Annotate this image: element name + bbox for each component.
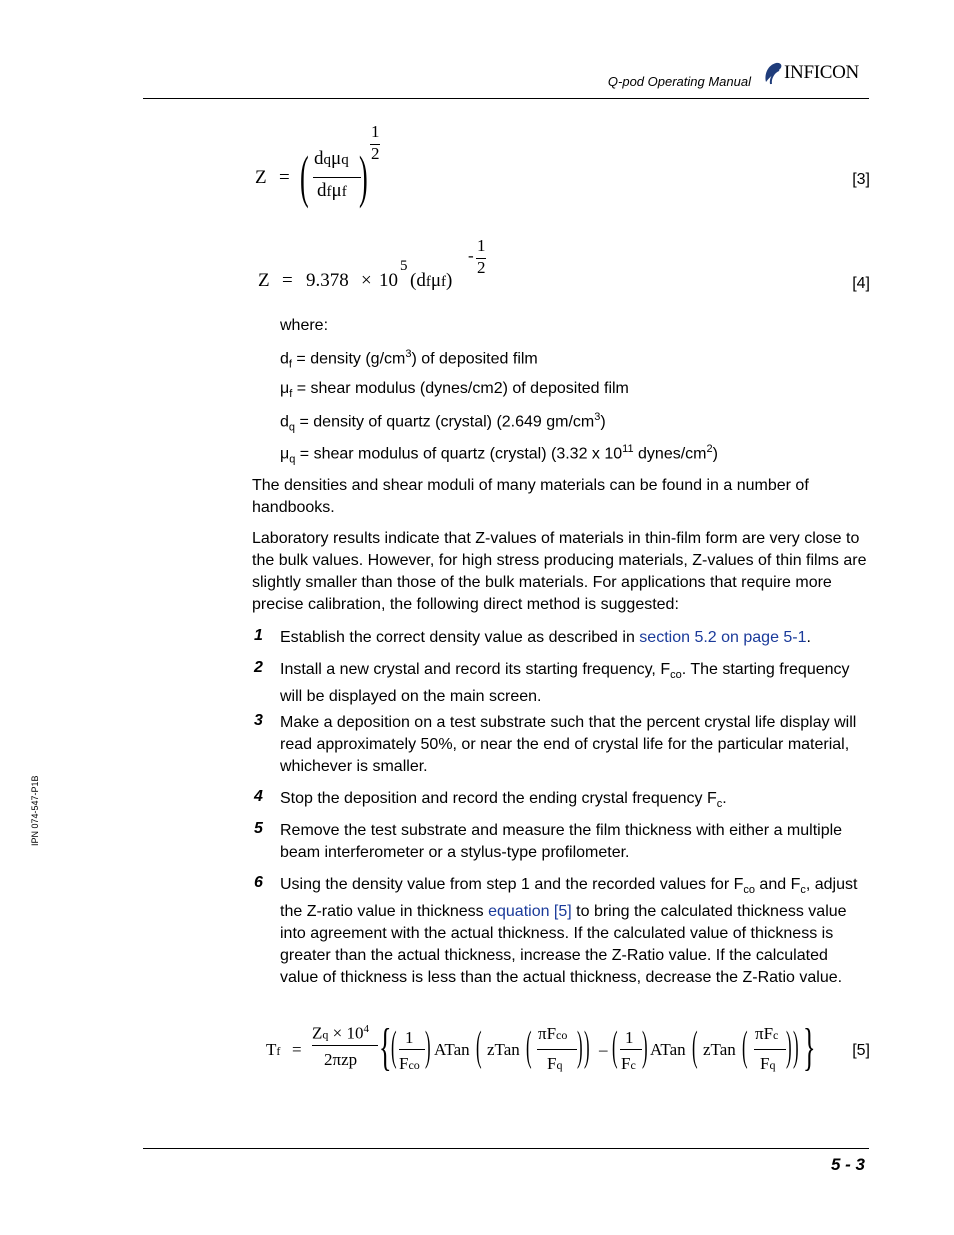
logo-text: INFICON [784,62,859,83]
step-text-2: Install a new crystal and record its starting frequency, $F_{co}$. The starting frequency will be displayed on the main screen. [280,661,850,706]
side-document-id: IPN 074-547-P1B [30,775,40,846]
step-text-4: Stop the deposition and record the ending crystal frequency $F_c$. [280,790,727,811]
eq4-constant: 9.378 [306,270,349,291]
equation-5: Tf = $Zq \times 10^4$ 2πzp { ( 1 Fco ) ATan ( zTan ( πFco Fq ) ) – ( 1 Fc ) ATan ( zTan ( πFc Fq ) ) } [266,1019,816,1076]
inficon-logo [762,60,874,86]
equation-5-number: [5] [852,1042,870,1059]
equation-link[interactable]: equation [5] [488,903,572,921]
step-text-6: Using the density value from step 1 and the recorded values for $F_{co}$ and $F_c$, adjust the Z-ratio value in thickness equation [5] to bring the calculated thickness value into agreement with the actual thickness. If the calculated value of thickness is greater than the actual thickness, increase the Z-Ratio value. If the calculated value of thickness is less than the actual thickness, decrease the Z-Ratio value. [280,876,858,987]
where-label: where: [280,317,329,334]
step-number-4: 4 [254,788,263,805]
header-rule [143,98,869,99]
definition-df: $d_f$ = density $(g/cm^3)$ of deposited film [280,348,538,371]
equation-4-number: [4] [852,275,870,292]
step-number-5: 5 [254,820,263,837]
equation-3-number: [3] [852,171,870,188]
step-number-6: 6 [254,874,263,891]
definition-uf: $\mu_f$ = shear modulus (dynes/cm2) of deposited film [280,380,629,401]
step-text-5: Remove the test substrate and measure the film thickness with either a multiple beam interferometer or a stylus-type profilometer. [280,822,843,861]
paragraph-laboratory: Laboratory results indicate that Z-values of materials in thin-film form are very close to the bulk values. However, for high stress producing materials, Z-values of thin films are slightly smaller than those of the bulk materials. For applications that require more precise calibration, the following direct method is suggested: [252,530,867,613]
footer-rule [143,1148,869,1149]
step-text-1: Establish the correct density value as described in section 5.2 on page 5-1. [280,629,811,646]
page-number: 5 - 3 [830,1155,865,1174]
eq4-exponent: 5 [400,258,408,274]
step-number-2: 2 [254,659,263,676]
paragraph-handbooks: The densities and shear moduli of many materials can be found in a number of handbooks. [252,477,809,516]
definition-uq: $\mu_q$ = shear modulus of quartz (crystal) (3.32 x $10^{11}$ dynes/$cm^2$) [280,443,718,466]
eq4-base: 10 [379,270,398,291]
equation-3: Z = ( dqμq dfμf ) 1 2 [255,122,380,209]
step-number-1: 1 [254,627,263,644]
eq4-times: × [361,270,372,291]
definition-dq: $d_q$ = density of quartz (crystal) (2.649 $gm/cm^3$) [280,411,606,434]
equation-4: Z = 9.378 × 10 5 (dfμf) - 1 2 [258,236,486,291]
step-text-3: Make a deposition on a test substrate such that the percent crystal life display will read approximately 50%, or near the end of crystal life for the particular material, whichever is smaller. [280,714,857,775]
section-link[interactable]: section 5.2 on page 5-1 [639,629,807,646]
step-number-3: 3 [254,712,263,729]
manual-title: Q-pod Operating Manual [607,74,751,89]
inficon-logo-icon [762,60,784,86]
